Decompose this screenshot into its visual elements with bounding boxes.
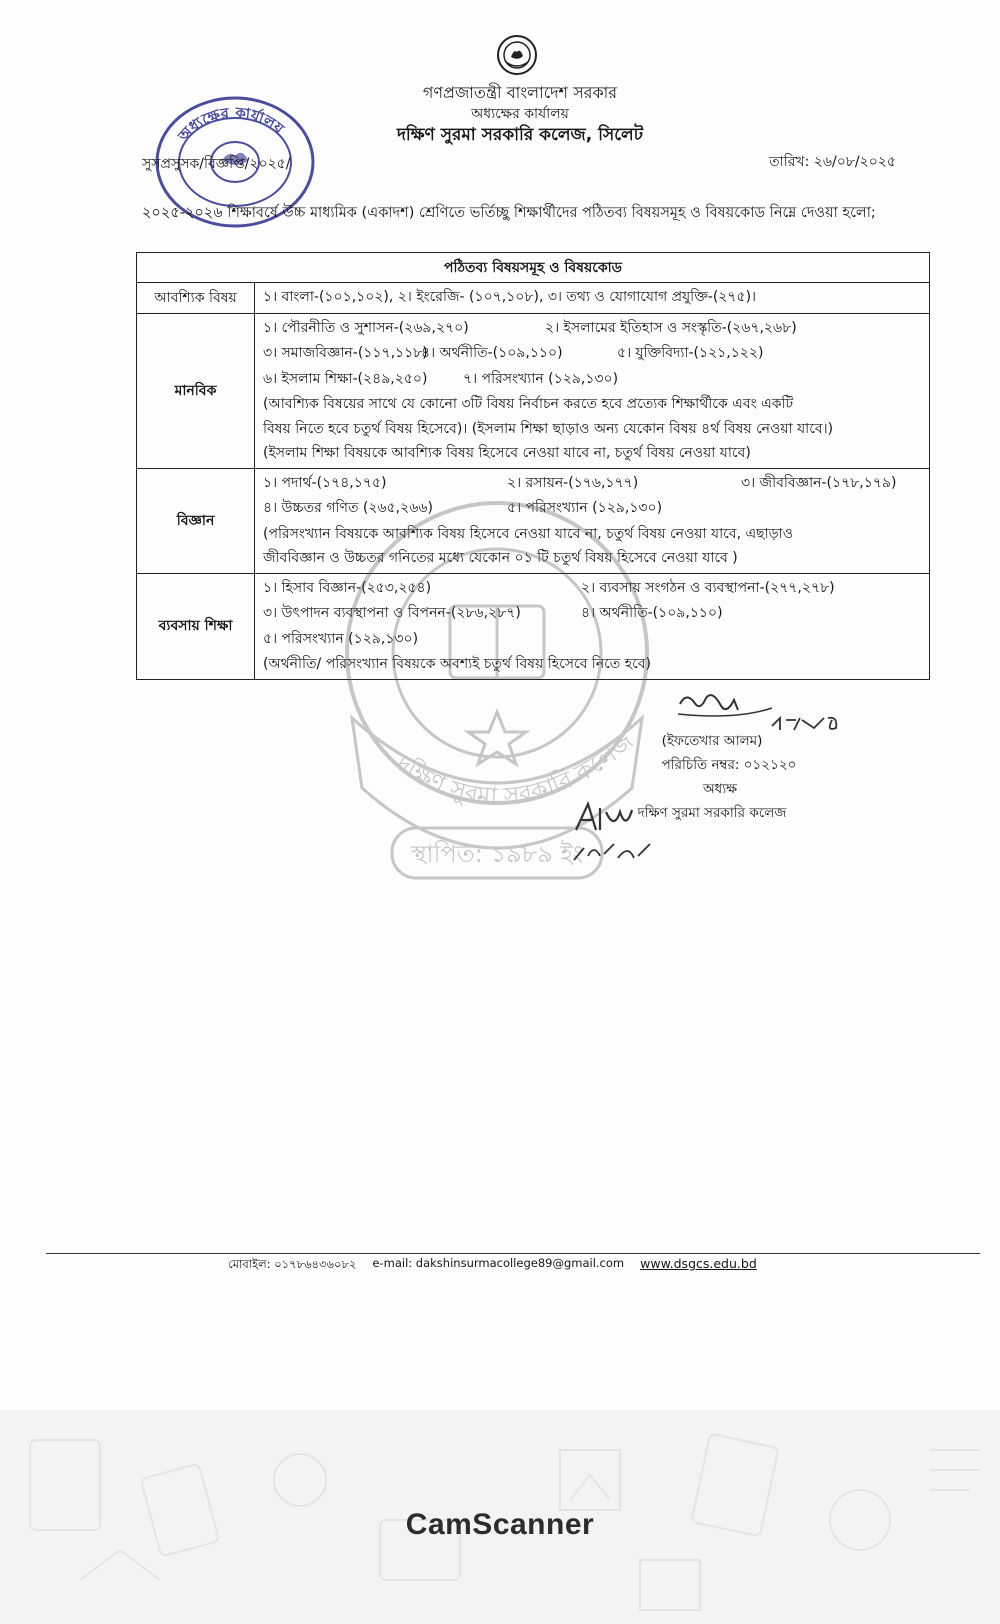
camscanner-watermark-band <box>0 1410 1000 1624</box>
subjects-table <box>136 252 930 680</box>
subject-item: ৬। ইসলাম শিক্ষা-(২৪৯,২৫০) <box>263 370 428 387</box>
humanities-note-1: (আবশ্যিক বিষয়ের সাথে যে কোনো ৩টি বিষয় নির্বাচন করতে হবে প্রত্যেক শিক্ষার্থীকে এবং একটি <box>263 396 794 412</box>
subject-item: ৭। পরিসংখ্যান (১২৯,১৩০) <box>463 370 619 387</box>
memo-number: সুসপ্রসুসক/বিজ্ঞপ্তি/২০২৫/ <box>142 156 291 172</box>
group-label-humanities: মানবিক <box>137 314 255 468</box>
government-emblem-icon <box>496 34 538 76</box>
subject-item: ৫। যুক্তিবিদ্যা-(১২১,১২২) <box>617 345 764 361</box>
humanities-note-2: বিষয় নিতে হবে চতুর্থ বিষয় হিসেবে)। (ইসলাম শিক্ষা ছাড়াও অন্য যেকোন বিষয় ৪র্থ বিষয় নেওয়া যাবে।) <box>263 420 834 437</box>
subject-item: ৩। উৎপাদন ব্যবস্থাপনা ও বিপনন-(২৮৬,২৮৭) <box>263 605 521 621</box>
initial-signature <box>570 800 660 870</box>
subject-item: ৪। অর্থনীতি-(১০৯,১১০) <box>581 605 723 621</box>
humanities-note-3: (ইসলাম শিক্ষা বিষয়কে আবশ্যিক বিষয় হিসেবে নেওয়া যাবে না, চতুর্থ বিষয় নেওয়া যাবে) <box>263 445 751 461</box>
table-title: পঠিতব্য বিষয়সমূহ ও বিষয়কোড <box>444 260 622 276</box>
subject-item: ১। পদার্থ-(১৭৪,১৭৫) <box>263 474 387 491</box>
footer-contacts <box>228 1256 757 1275</box>
subject-item: ৪। অর্থনীতি-(১০৯,১১০) <box>421 345 563 361</box>
table-title-row <box>137 253 929 282</box>
subject-item: ৪। উচ্চতর গণিত (২৬৫,২৬৬) <box>263 500 433 516</box>
principal-id: পরিচিতি নম্বর: ০১২১২০ <box>661 757 797 773</box>
footer-website: www.dsgcs.edu.bd <box>640 1256 757 1271</box>
list-item <box>263 367 921 393</box>
compulsory-subjects: ১। বাংলা-(১০১,১০২), ২। ইংরেজি- (১০৭,১০৮), ৩। তথ্য ও যোগাযোগ প্রযুক্তি-(২৭৫)। <box>263 289 757 305</box>
subject-item: ৫। পরিসংখ্যান (১২৯,১৩০) <box>263 630 419 647</box>
footer-divider <box>46 1253 980 1254</box>
business-note-1: (অর্থনীতি/ পরিসংখ্যান বিষয়কে অবশ্যই চতুর্থ বিষয় হিসেবে নিতে হবে) <box>263 656 651 672</box>
intro-paragraph: ২০২৫-২০২৬ শিক্ষাবর্ষে উচ্চ মাধ্যমিক (একাদশ) শ্রেণিতে ভর্তিচ্ছু শিক্ষার্থীদের পঠিতব্য বিষয়সমূহ ও বিষয়কোড নিম্নে দেওয়া হলো; <box>142 205 876 221</box>
subject-item: ১। হিসাব বিজ্ঞান-(২৫৩,২৫৪) <box>263 579 432 596</box>
list-item <box>263 471 921 497</box>
science-note-1: (পরিসংখ্যান বিষয়কে আবশ্যিক বিষয় হিসেবে নেওয়া যাবে না, চতুর্থ বিষয় নেওয়া যাবে, এছাড়াও <box>263 525 794 542</box>
table-row-humanities <box>137 313 929 468</box>
list-item <box>263 627 921 653</box>
principal-name: (ইফতেখার আলম) <box>661 733 763 749</box>
group-label-science: বিজ্ঞান <box>137 469 255 573</box>
office-name: অধ্যক্ষের কার্যালয় <box>471 106 569 122</box>
camscanner-brand: CamScanner <box>405 1508 595 1541</box>
principal-designation: অধ্যক্ষ <box>702 781 738 797</box>
government-name: গণপ্রজাতন্ত্রী বাংলাদেশ সরকার <box>422 83 618 102</box>
subject-item: ২। রসায়ন-(১৭৬,১৭৭) <box>507 474 639 491</box>
science-note-2: জীববিজ্ঞান ও উচ্চতর গনিতের মধ্যে যেকোন ০১ টি চতুর্থ বিষয় হিসেবে নেওয়া যাবে ) <box>263 550 738 566</box>
subject-item: ৩। সমাজবিজ্ঞান-(১১৭,১১৮) <box>263 345 428 361</box>
college-name: দক্ষিণ সুরমা সরকারি কলেজ, সিলেট <box>396 125 643 145</box>
list-item <box>263 496 921 522</box>
table-row-compulsory <box>137 282 929 313</box>
footer-mobile: মোবাইল: ০১৭৮৬৪৩৬০৮২ <box>228 1257 357 1271</box>
svg-text:অধ্যক্ষের কার্যালয়: অধ্যক্ষের কার্যালয় <box>174 103 288 145</box>
table-row-business <box>137 573 929 679</box>
group-label-compulsory: আবশ্যিক বিষয় <box>137 283 255 313</box>
svg-text:স্থাপিত: ১৯৮৯ ইং: স্থাপিত: ১৯৮৯ ইং <box>410 840 584 868</box>
svg-text:দক্ষিণ সুরমা সরকারি কলেজ: দক্ষিণ সুরমা সরকারি কলেজ <box>390 727 639 811</box>
subject-item: ৩। জীববিজ্ঞান-(১৭৮,১৭৯) <box>741 474 897 491</box>
list-item <box>263 601 921 627</box>
list-item <box>263 316 921 342</box>
list-item <box>263 576 921 602</box>
subject-item: ২। ব্যবসায় সংগঠন ও ব্যবস্থাপনা-(২৭৭,২৭৮) <box>581 579 835 596</box>
group-label-business: ব্যবসায় শিক্ষা <box>137 574 255 679</box>
issue-date: তারিখ: ২৬/০৮/২০২৫ <box>769 154 896 170</box>
table-row-science <box>137 468 929 573</box>
list-item <box>263 341 921 367</box>
subject-item: ২। ইসলামের ইতিহাস ও সংস্কৃতি-(২৬৭,২৬৮) <box>545 319 797 336</box>
subject-item: ১। পৌরনীতি ও সুশাসন-(২৬৯,২৭০) <box>263 319 469 336</box>
subject-item: ৫। পরিসংখ্যান (১২৯,১৩০) <box>507 500 663 516</box>
footer-email: e-mail: dakshinsurmacollege89@gmail.com <box>372 1256 625 1270</box>
principal-institution: দক্ষিণ সুরমা সরকারি কলেজ <box>637 805 787 821</box>
